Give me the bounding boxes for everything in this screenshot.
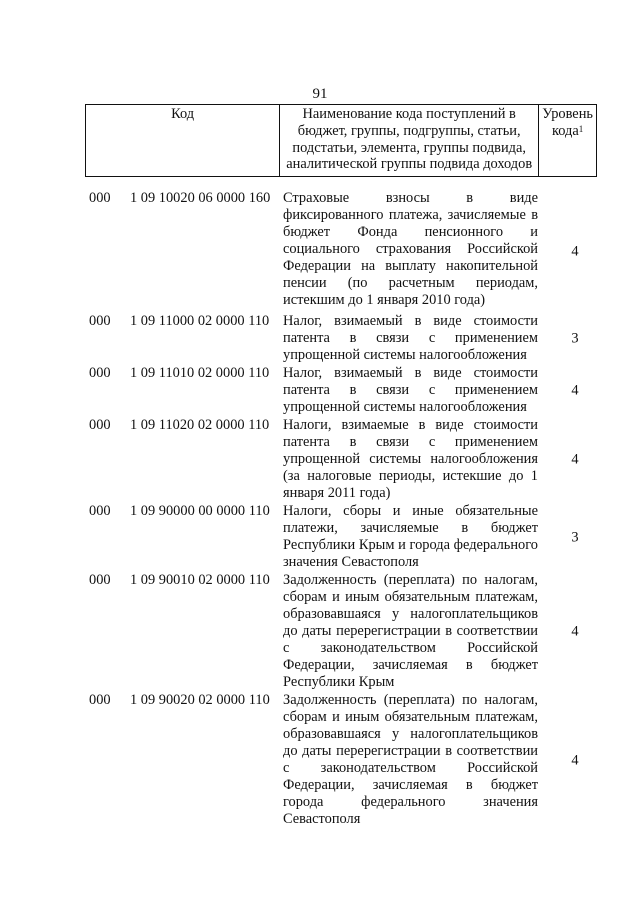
income-code: 1 09 11020 02 0000 110 [130, 417, 270, 433]
header-level-footnote: 1 [578, 123, 584, 134]
table-row [0, 503, 640, 572]
table-row [0, 572, 640, 692]
table-row [0, 313, 640, 365]
income-code: 1 09 11010 02 0000 110 [130, 365, 270, 381]
page-number: 91 [312, 86, 328, 102]
income-name: Задолженность (переплата) по налогам, сборам и иным обязательным платежам, образовавшаяся у налогоплательщиков до даты перерегистрации в соответствии с законодательством Российской Федерации, зачисляемая в бюджет Республики Крым [283, 572, 538, 690]
code-level: 4 [571, 451, 579, 468]
admin-code: 000 [89, 365, 111, 381]
income-code: 1 09 10020 06 0000 160 [130, 190, 271, 206]
admin-code: 000 [89, 313, 111, 329]
table-row [0, 692, 640, 829]
income-name: Налоги, взимаемые в виде стоимости патента в связи с применением упрощенной системы налогообложения (за налоговые периоды, истекшие до 1 января 2011 года) [283, 417, 538, 501]
admin-code: 000 [89, 190, 111, 206]
income-codes-list [0, 190, 640, 829]
header-level [539, 105, 597, 177]
income-code: 1 09 90010 02 0000 110 [130, 572, 270, 588]
income-name: Налоги, сборы и иные обязательные платежи, зачисляемые в бюджет Республики Крым и города федерального значения Севастополя [283, 503, 538, 570]
income-name: Страховые взносы в виде фиксированного платежа, зачисляемые в бюджет Фонда пенсионного и социального страхования Российской Федерации на выплату накопительной пенсии (по расчетным периодам, истекшим до 1 января 2010 года) [283, 190, 538, 308]
income-name: Налог, взимаемый в виде стоимости патента в связи с применением упрощенной системы налогообложения [283, 313, 538, 363]
header-table [85, 104, 597, 177]
code-level: 4 [571, 623, 579, 640]
admin-code: 000 [89, 503, 111, 519]
code-level: 4 [571, 243, 579, 259]
income-code: 1 09 11000 02 0000 110 [130, 313, 270, 329]
admin-code: 000 [89, 417, 111, 433]
header-level-label: Уровень кода [542, 106, 593, 139]
code-level: 3 [571, 529, 579, 545]
table-row [0, 417, 640, 503]
income-code: 1 09 90000 00 0000 110 [130, 503, 270, 519]
code-level: 4 [571, 382, 579, 399]
header-code: Код [86, 105, 280, 177]
admin-code: 000 [89, 692, 111, 708]
income-code: 1 09 90020 02 0000 110 [130, 692, 270, 708]
table-row [0, 190, 640, 313]
income-name: Налог, взимаемый в виде стоимости патента в связи с применением упрощенной системы налогообложения [283, 365, 538, 415]
header-name: Наименование кода поступлений в бюджет, группы, подгруппы, статьи, подстатьи, элемента, группы подвида, аналитической группы подвида доходов [280, 105, 539, 177]
table-row [0, 365, 640, 417]
code-level: 4 [571, 752, 579, 768]
code-level: 3 [571, 330, 579, 347]
admin-code: 000 [89, 572, 111, 588]
income-name: Задолженность (переплата) по налогам, сборам и иным обязательным платежам, образовавшаяся у налогоплательщиков до даты перерегистрации в соответствии с законодательством Российской Федерации, зачисляемая в бюджет города федерального значения Севастополя [283, 692, 538, 827]
